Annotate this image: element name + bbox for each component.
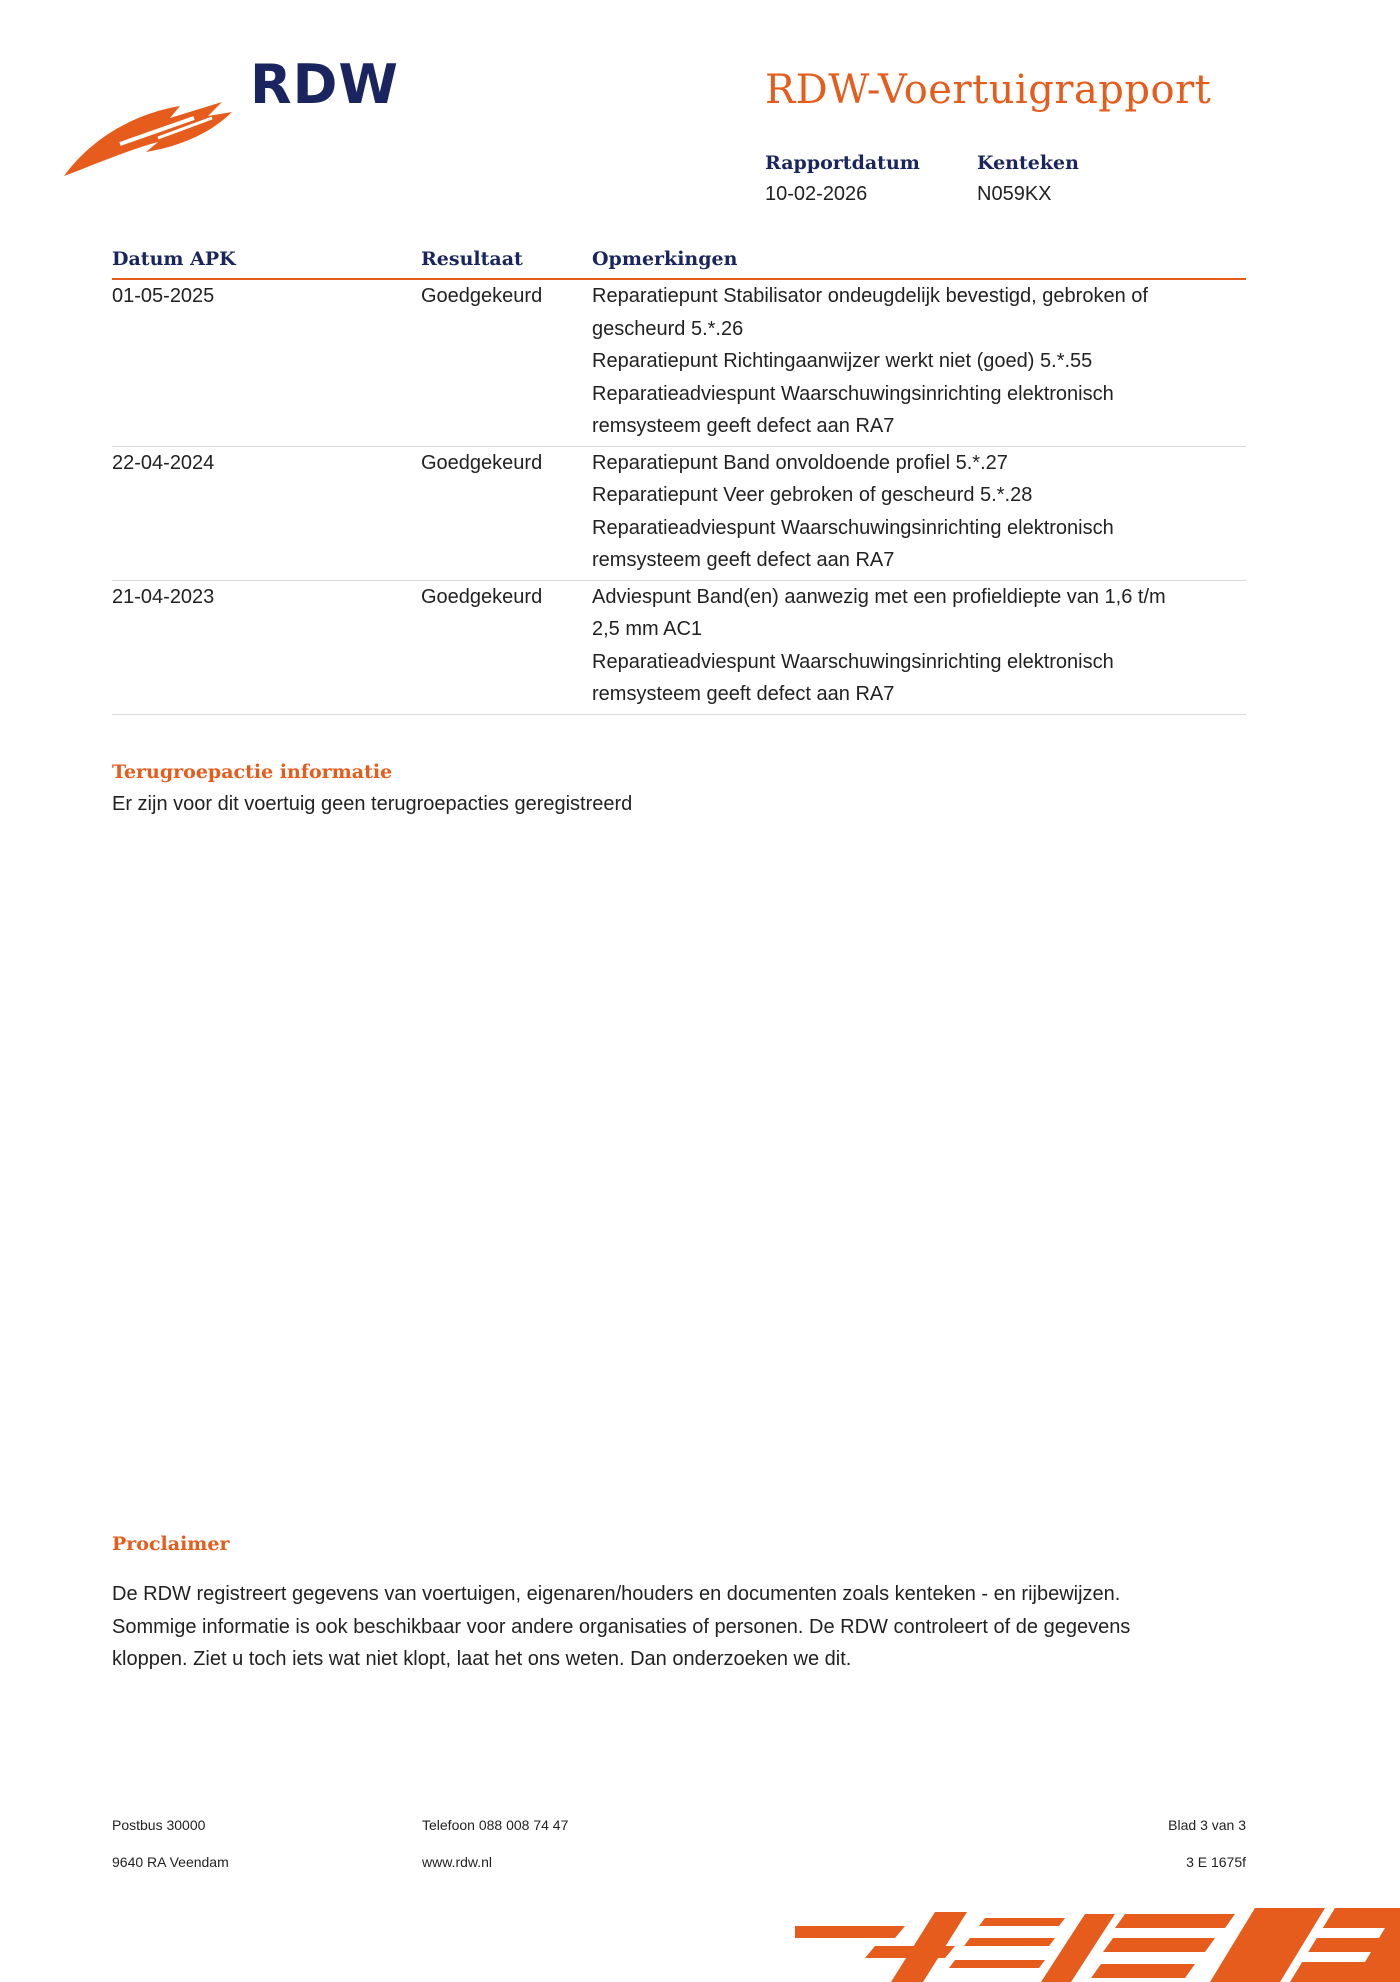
table-row: [112, 581, 1246, 715]
footer-phone: Telefoon 088 008 74 47: [422, 1817, 569, 1833]
report-date-label: Rapportdatum: [765, 152, 920, 174]
row-remarks: [592, 447, 1232, 577]
row-result: Goedgekeurd: [421, 285, 543, 307]
row-remarks: [592, 581, 1232, 711]
report-title: RDW-Voertuigrapport: [765, 67, 1212, 113]
remark-line: remsysteem geeft defect aan RA7: [592, 549, 895, 571]
remark-line: Adviespunt Band(en) aanwezig met een profieldiepte van 1,6 t/m: [592, 585, 1166, 608]
apk-history-table: [112, 248, 1246, 715]
remark-line: Reparatiepunt Richtingaanwijzer werkt niet (goed) 5.*.55: [592, 350, 1093, 372]
footer-postbus: Postbus 30000: [112, 1817, 206, 1833]
remark-line: remsysteem geeft defect aan RA7: [592, 683, 895, 705]
header-remarks: Opmerkingen: [592, 248, 738, 270]
remark-line: Reparatiepunt Band onvoldoende profiel 5.*.27: [592, 451, 1008, 474]
table-row: [112, 280, 1246, 447]
row-date: 01-05-2025: [112, 285, 215, 307]
report-date-value: 10-02-2026: [765, 183, 868, 205]
remark-line: Reparatiepunt Veer gebroken of gescheurd 5.*.28: [592, 484, 1033, 506]
footer-page-number: Blad 3 van 3: [1168, 1817, 1246, 1833]
proclaimer-line: kloppen. Ziet u toch iets wat niet klopt, laat het ons weten. Dan onderzoeken we dit.: [112, 1648, 852, 1670]
remark-line: Reparatieadviespunt Waarschuwingsinrichting elektronisch: [592, 516, 1114, 539]
table-row: [112, 447, 1246, 581]
remark-line: Reparatieadviespunt Waarschuwingsinrichting elektronisch: [592, 650, 1114, 673]
proclaimer-line: De RDW registreert gegevens van voertuigen, eigenaren/houders en documenten zoals kenteken - en rijbewijzen.: [112, 1583, 1121, 1605]
row-date: 22-04-2024: [112, 451, 215, 474]
rdw-speed-stripes-icon: [795, 1908, 1400, 1982]
footer-doc-code: 3 E 1675f: [1186, 1854, 1246, 1870]
remark-line: Reparatieadviespunt Waarschuwingsinrichting elektronisch: [592, 382, 1114, 405]
remark-line: Reparatiepunt Stabilisator ondeugdelijk bevestigd, gebroken of: [592, 285, 1148, 307]
table-header: [112, 248, 1246, 280]
remark-line: gescheurd 5.*.26: [592, 317, 744, 340]
proclaimer-text: [112, 1578, 1252, 1676]
rdw-logo-text: RDW: [250, 53, 399, 116]
remark-line: remsysteem geeft defect aan RA7: [592, 415, 895, 437]
row-date: 21-04-2023: [112, 585, 215, 608]
row-remarks: [592, 280, 1232, 443]
footer-city: 9640 RA Veendam: [112, 1854, 229, 1870]
recall-title: Terugroepactie informatie: [112, 761, 393, 783]
remark-line: 2,5 mm AC1: [592, 618, 703, 640]
row-result: Goedgekeurd: [421, 451, 543, 474]
proclaimer-line: Sommige informatie is ook beschikbaar voor andere organisaties of personen. De RDW controleert of de gegevens: [112, 1615, 1131, 1638]
proclaimer-title: Proclaimer: [112, 1533, 230, 1555]
rdw-wing-logo-icon: [62, 88, 237, 180]
plate-value: N059KX: [977, 183, 1052, 205]
header-date: Datum APK: [112, 248, 236, 270]
recall-text: Er zijn voor dit voertuig geen terugroepacties geregistreerd: [112, 793, 633, 815]
plate-label: Kenteken: [977, 152, 1079, 174]
footer-website[interactable]: www.rdw.nl: [422, 1854, 493, 1870]
header-result: Resultaat: [421, 248, 523, 270]
row-result: Goedgekeurd: [421, 585, 543, 608]
